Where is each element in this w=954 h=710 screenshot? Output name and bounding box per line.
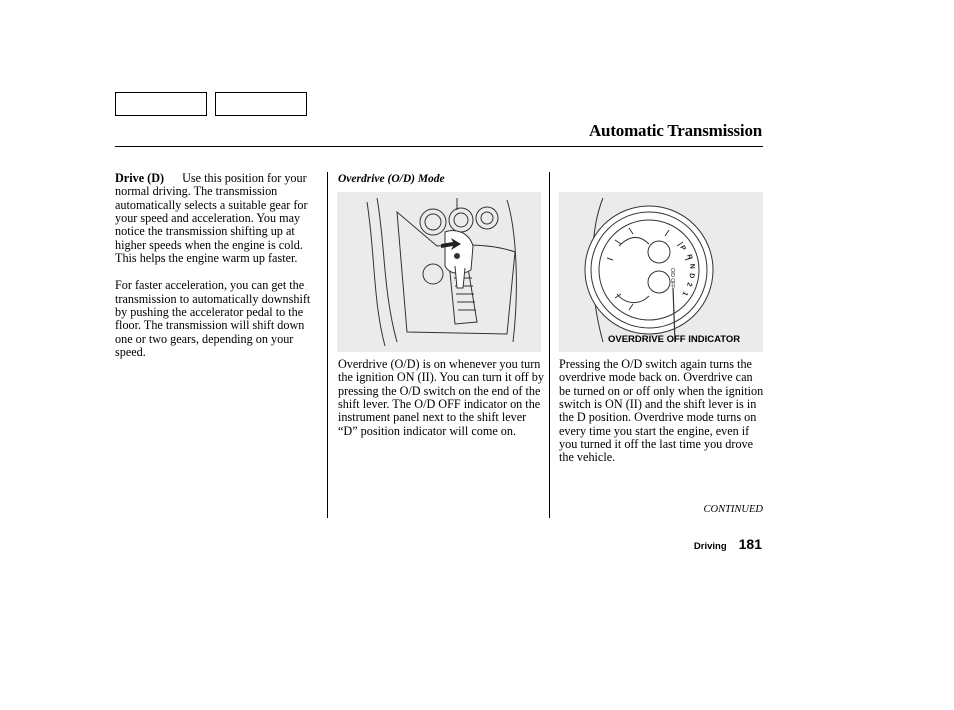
column-overdrive-toggle — [559, 358, 765, 465]
overdrive-paragraph: Overdrive (O/D) is on whenever you turn the ignition ON (II). You can turn it off by pressing the O/D switch on the end of the shift lever. The O/D OFF indicator on the instrument panel next to the shift lever “D” position indicator will come on. — [338, 357, 544, 438]
footer-section-name: Driving — [693, 541, 727, 552]
shift-lever-illustration — [337, 192, 541, 352]
gear-letter-r: R — [685, 253, 694, 261]
column-overdrive-on — [338, 358, 544, 438]
page-footer — [694, 536, 762, 554]
nav-tab-2[interactable] — [215, 92, 307, 116]
column-divider-1 — [327, 172, 328, 518]
nav-tab-1[interactable] — [115, 92, 207, 116]
acceleration-paragraph: For faster acceleration, you can get the transmission to automatically downshift by pushing the accelerator pedal to the floor. The transmission will shift down one or two gears, depending on your speed. — [115, 278, 311, 360]
gear-letter-1: 1 — [680, 290, 689, 297]
gear-letter-d: D — [687, 272, 695, 279]
column-drive — [115, 172, 321, 373]
drive-text: Use this position for your normal driving. The transmission automatically selects a suitable gear for your speed and acceleration. You may notice the transmission shifting up at higher speeds when the engine is cold. This helps the engine warm up faster. — [115, 171, 308, 266]
gear-letter-2: 2 — [685, 281, 693, 288]
indicator-label: OVERDRIVE OFF INDICATOR — [608, 334, 741, 345]
overdrive-toggle-paragraph: Pressing the O/D switch again turns the overdrive mode back on. Overdrive can be turned on or off only when the ignition switch is ON (II) and the shift lever is in the D position. Overdrive mode turns on every time you start the engine, even if you turned it off the last time you drove the vehicle. — [559, 357, 764, 465]
figure-caption: Overdrive (O/D) Mode — [338, 173, 445, 185]
drive-paragraph — [115, 172, 321, 265]
gear-letter-n: N — [688, 263, 696, 270]
gear-letter-p: P — [678, 244, 687, 253]
od-off-indicator-text: O/D OFF — [669, 268, 675, 289]
continued-label: CONTINUED — [703, 504, 763, 515]
page-title: Automatic Transmission — [588, 121, 762, 140]
column-divider-2 — [549, 172, 550, 518]
drive-label: Drive (D) — [115, 171, 165, 185]
instrument-panel-illustration — [559, 192, 763, 352]
shift-lever-drawing — [337, 192, 541, 352]
page-number: 181 — [738, 536, 762, 552]
gauge-drawing — [559, 192, 763, 352]
header-rule — [115, 146, 763, 147]
